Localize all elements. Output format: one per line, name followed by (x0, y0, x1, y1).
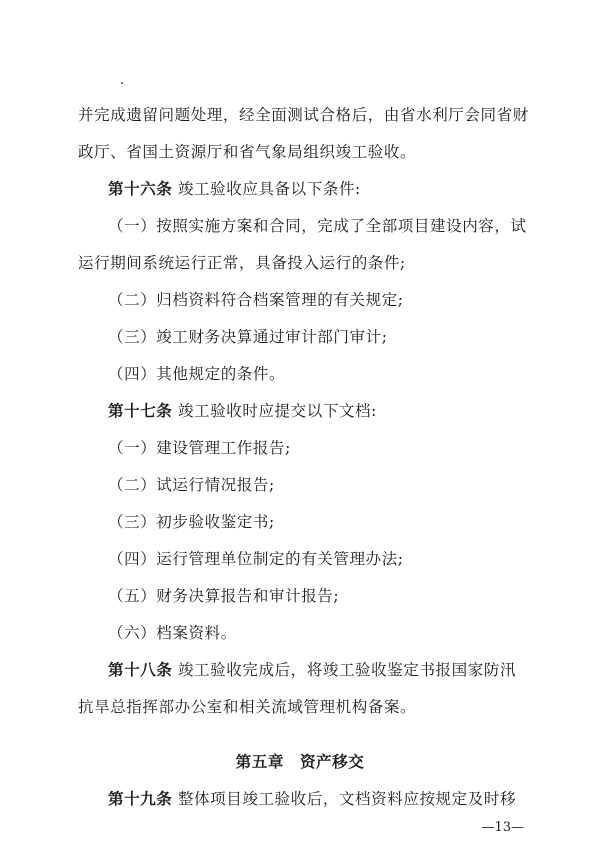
page-number: —13— (481, 820, 524, 835)
article-16-text: 竣工验收应具备以下条件: (177, 180, 361, 198)
chapter-number: 第五章 (235, 752, 284, 771)
article-19-text: 整体项目竣工验收后，文档资料应按规定及时移 (177, 790, 517, 808)
article-17-label: 第十七条 (108, 401, 173, 420)
article-16-item-1-cont: 运行期间系统运行正常，具备投入运行的条件; (78, 254, 406, 272)
scan-speck (121, 82, 123, 84)
article-17-item-3: （三）初步验收鉴定书; (108, 513, 275, 531)
body-line-2: 政厅、省国土资源厅和省气象局组织竣工验收。 (78, 143, 417, 161)
article-18-cont: 抗旱总指挥部办公室和相关流域管理机构备案。 (78, 698, 417, 716)
chapter-heading (0, 752, 600, 772)
article-19-label: 第十九条 (108, 789, 173, 808)
article-17-item-2: （二）试运行情况报告; (108, 476, 275, 494)
article-16-item-1: （一）按照实施方案和合同，完成了全部项目建设内容，试 (108, 217, 527, 235)
article-16-item-4: （四）其他规定的条件。 (108, 365, 286, 383)
article-17-item-1: （一）建设管理工作报告; (108, 439, 291, 457)
article-17 (0, 401, 600, 421)
article-16-item-2: （二）归档资料符合档案管理的有关规定; (108, 291, 404, 309)
article-17-item-4: （四）运行管理单位制定的有关管理办法; (108, 550, 404, 568)
article-18-label: 第十八条 (108, 660, 173, 679)
article-18 (0, 660, 600, 680)
article-16-item-3: （三）竣工财务决算通过审计部门审计; (108, 328, 388, 346)
article-19 (0, 789, 600, 809)
article-17-item-6: （六）档案资料。 (108, 624, 237, 642)
article-18-text: 竣工验收完成后，将竣工验收鉴定书报国家防汛 (177, 661, 517, 679)
article-17-item-5: （五）财务决算报告和审计报告; (108, 587, 340, 605)
body-line-1: 并完成遗留问题处理，经全面测试合格后，由省水利厅会同省财 (78, 106, 529, 124)
article-16 (0, 179, 600, 199)
article-17-text: 竣工验收时应提交以下文档: (177, 402, 377, 420)
article-16-label: 第十六条 (108, 179, 173, 198)
chapter-title: 资产移交 (299, 752, 365, 771)
